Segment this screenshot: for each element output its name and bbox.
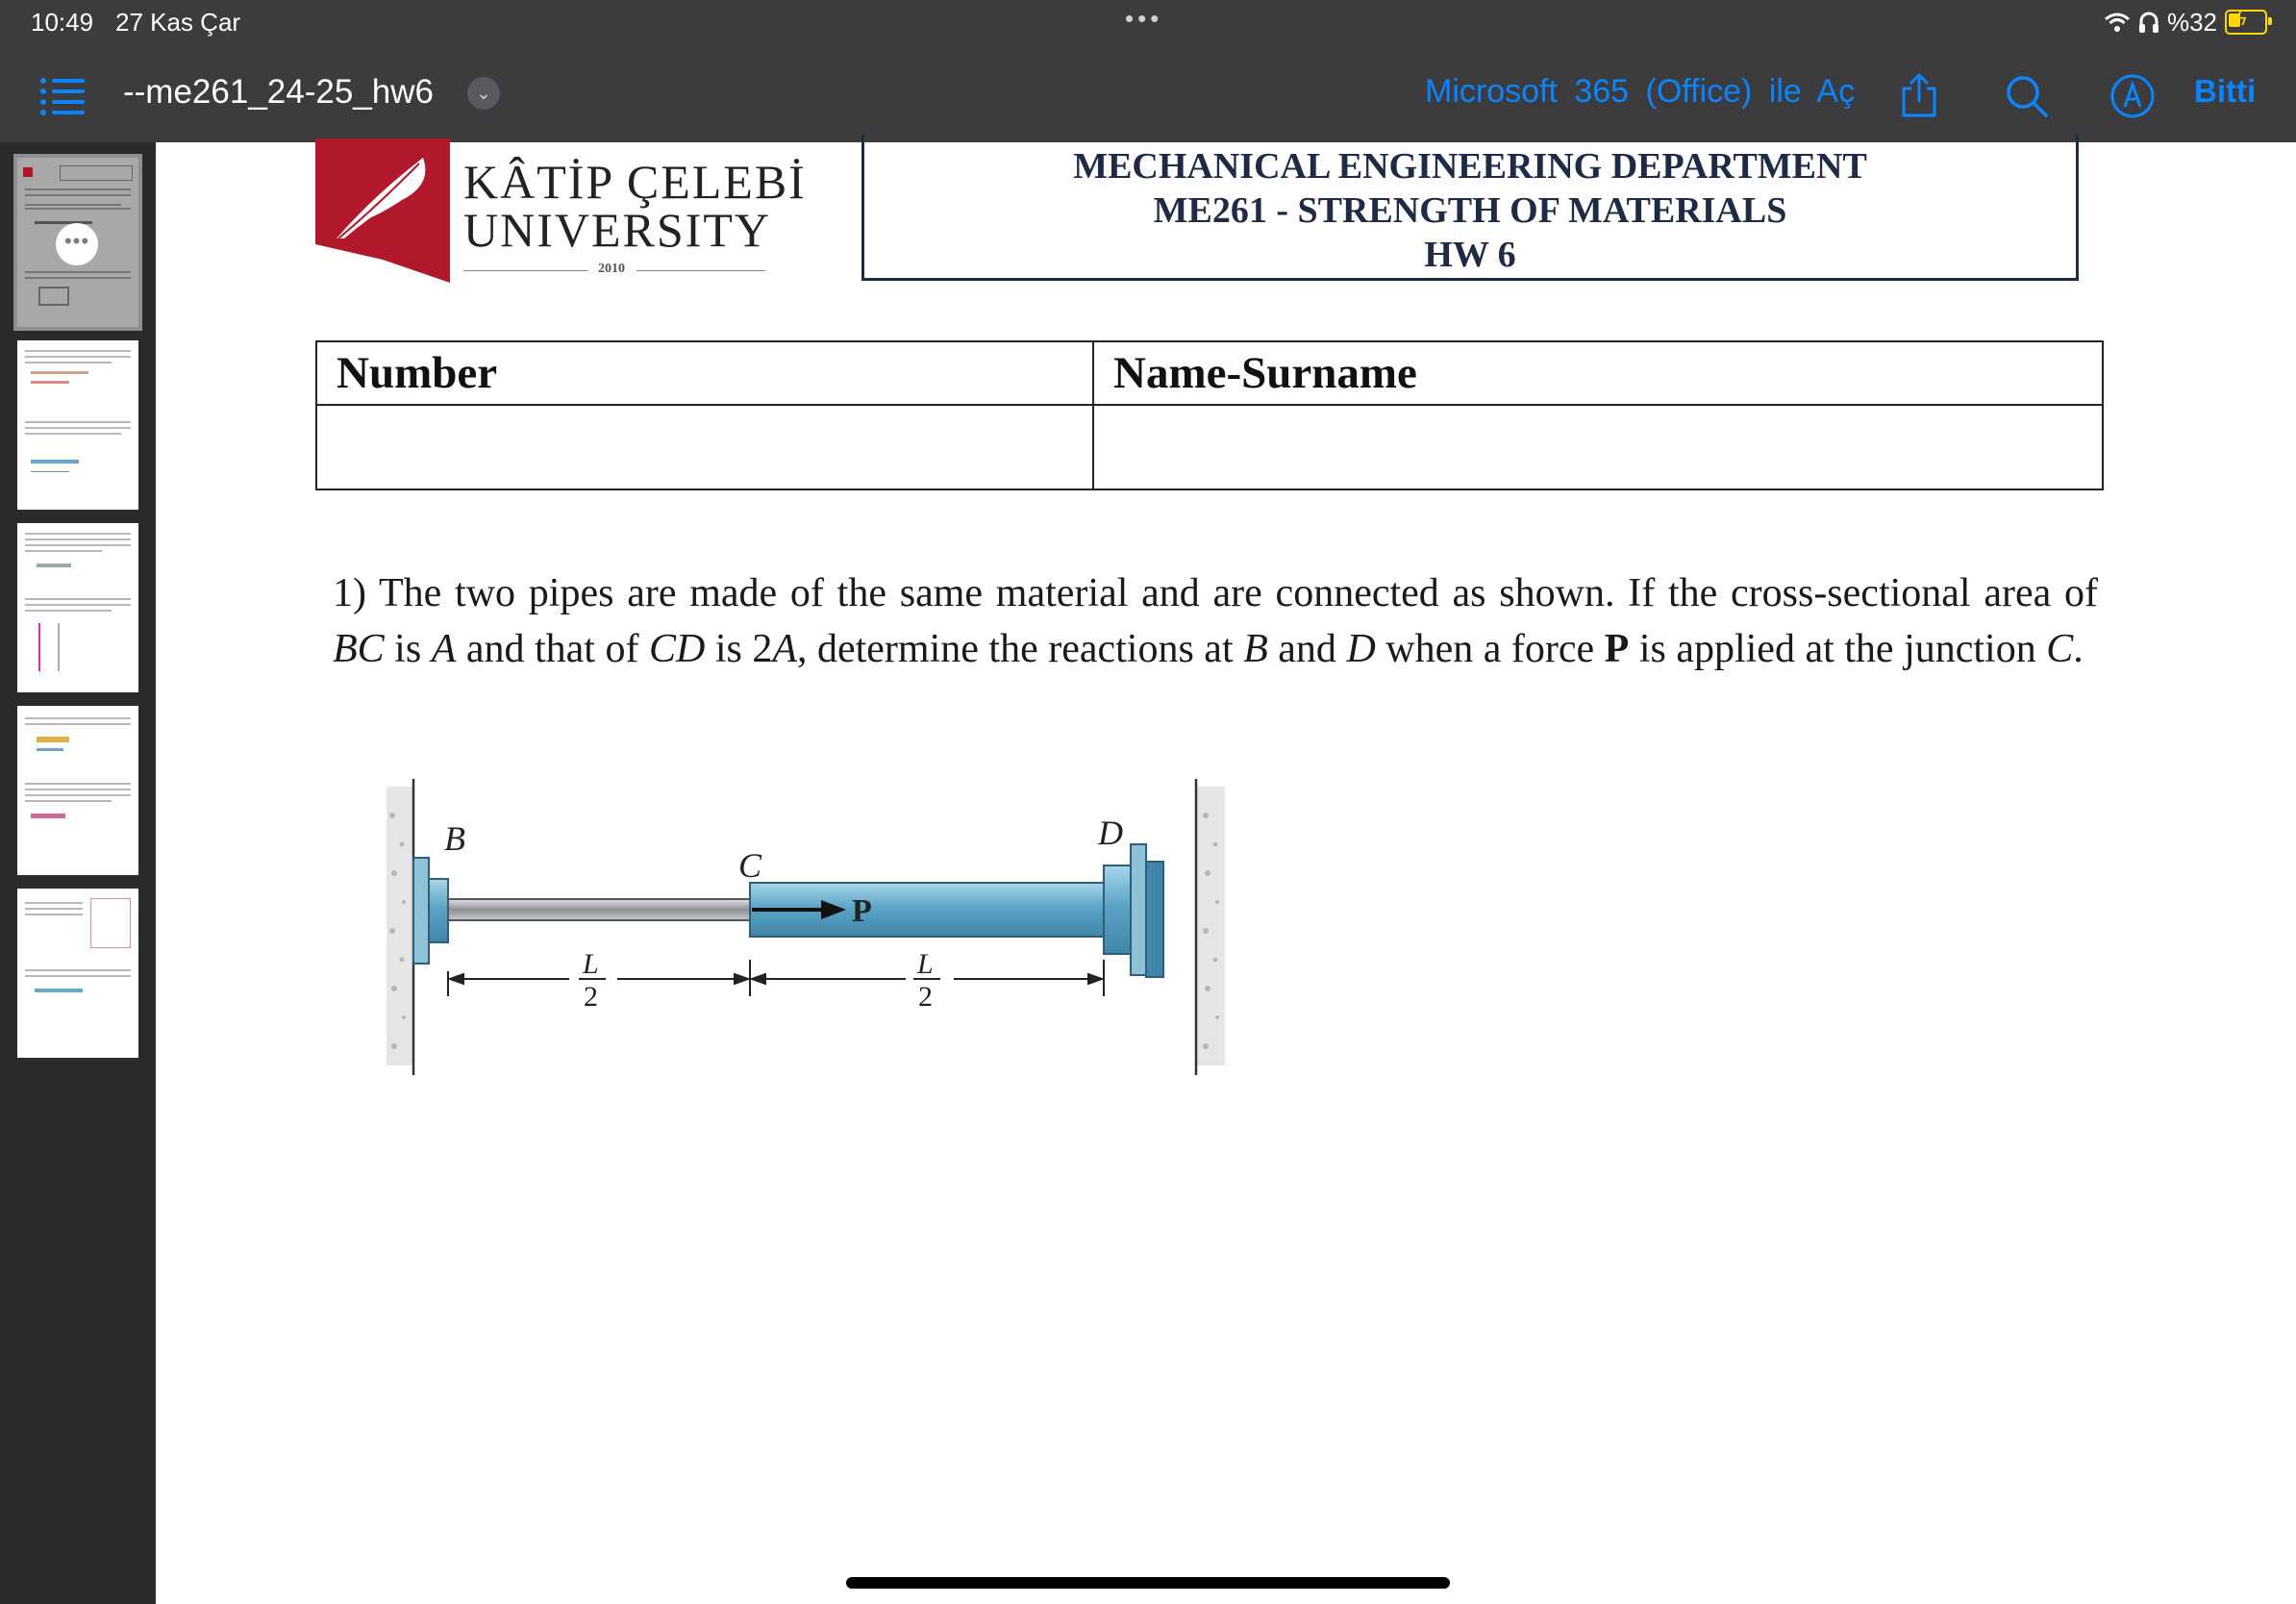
dim-BC-denominator: 2 xyxy=(584,981,598,1013)
left-wall-support xyxy=(387,779,413,1075)
problem-1-statement xyxy=(333,565,2098,677)
right-wall-support xyxy=(1196,779,1225,1075)
problem-text-segment: CD xyxy=(648,627,706,671)
flange-D xyxy=(1104,844,1163,977)
search-icon[interactable] xyxy=(2004,73,2050,119)
label-D: D xyxy=(1098,814,1123,852)
headphones-icon xyxy=(2138,11,2159,34)
problem-text-segment: A xyxy=(431,627,457,671)
navigation-toolbar xyxy=(0,44,2296,142)
page-thumbnail-2[interactable] xyxy=(17,340,138,510)
problem-text-segment: and xyxy=(1267,627,1347,671)
chevron-down-icon[interactable]: ⌄ xyxy=(467,77,500,110)
number-cell xyxy=(316,405,1093,489)
pipe-BC xyxy=(448,899,752,920)
wifi-icon xyxy=(2104,12,2131,33)
open-in-office-button[interactable]: Microsoft 365 (Office) ile Aç xyxy=(1425,73,1856,110)
year-rule-right xyxy=(636,270,765,271)
dim-CD-numerator: L xyxy=(917,948,934,980)
problem-text-segment: is xyxy=(384,627,432,671)
problem-text-segment: A xyxy=(772,627,797,671)
dimension-BC-label xyxy=(579,948,606,1013)
course-name: ME261 - STRENGTH OF MATERIALS xyxy=(1153,190,1787,231)
name-surname-cell xyxy=(1093,405,2103,489)
university-founding-year: 2010 xyxy=(598,262,625,276)
dim-CD-denominator: 2 xyxy=(918,981,933,1013)
problem-text-segment: . xyxy=(2073,627,2084,671)
university-name-line1: KÂTİP ÇELEBİ xyxy=(463,155,807,209)
dimension-lines xyxy=(448,960,1104,996)
status-right-group xyxy=(2104,6,2267,38)
pipe-assembly-figure xyxy=(387,777,1386,1094)
year-rule-left xyxy=(463,270,588,271)
share-icon[interactable] xyxy=(1898,73,1940,119)
name-surname-header: Name-Surname xyxy=(1093,341,2103,405)
label-C: C xyxy=(738,846,762,885)
problem-text-segment: B xyxy=(1243,627,1268,671)
multitasking-dots[interactable]: ••• xyxy=(1125,4,1163,33)
number-header: Number xyxy=(316,341,1093,405)
problem-text-segment: D xyxy=(1346,627,1376,671)
university-name-line2: UNIVERSITY xyxy=(463,203,771,257)
done-button[interactable]: Bitti xyxy=(2194,73,2257,109)
problem-text-segment: and that of xyxy=(456,627,649,671)
problem-text-segment: when a force xyxy=(1375,627,1605,671)
problem-text-segment: 1) The two pipes are made of the same material and are connected as shown. If the cross-sectional area of xyxy=(333,571,2098,615)
page-thumbnail-5[interactable] xyxy=(17,889,138,1058)
page-thumbnail-sidebar xyxy=(0,142,156,1604)
problem-text-segment: is 2 xyxy=(705,627,773,671)
pdf-page xyxy=(156,142,2296,1604)
status-bar xyxy=(0,0,2296,44)
battery-charging-icon: ϟ xyxy=(2225,10,2267,35)
battery-percentage: %32 xyxy=(2166,7,2217,37)
page-thumbnail-4[interactable] xyxy=(17,706,138,875)
flange-B xyxy=(413,858,448,964)
page-options-button[interactable]: ••• xyxy=(56,223,98,265)
problem-text-segment: is applied at the junction xyxy=(1629,627,2047,671)
home-indicator[interactable] xyxy=(846,1577,1450,1589)
problem-text-segment: , determine the reactions at xyxy=(796,627,1244,671)
dim-BC-numerator: L xyxy=(583,948,599,980)
status-time: 10:49 xyxy=(31,8,94,37)
page-thumbnail-3[interactable] xyxy=(17,523,138,692)
label-P: P xyxy=(852,893,872,929)
problem-text-segment: P xyxy=(1604,627,1630,671)
course-header-box xyxy=(861,135,2079,281)
department-name: MECHANICAL ENGINEERING DEPARTMENT xyxy=(1073,146,1867,187)
student-info-table xyxy=(315,340,2104,490)
university-logo xyxy=(315,138,450,283)
document-title[interactable]: --me261_24-25_hw6 xyxy=(123,73,434,111)
dimension-CD-label xyxy=(913,948,940,1013)
problem-text-segment: C xyxy=(2046,627,2074,671)
markup-pen-icon[interactable] xyxy=(2109,73,2156,119)
page-thumbnail-1[interactable] xyxy=(17,158,138,327)
problem-text-segment: BC xyxy=(333,627,385,671)
label-B: B xyxy=(444,819,465,858)
status-date: 27 Kas Çar xyxy=(115,8,241,37)
thumbnail-list-icon[interactable] xyxy=(40,77,85,115)
homework-title: HW 6 xyxy=(1424,235,1516,275)
